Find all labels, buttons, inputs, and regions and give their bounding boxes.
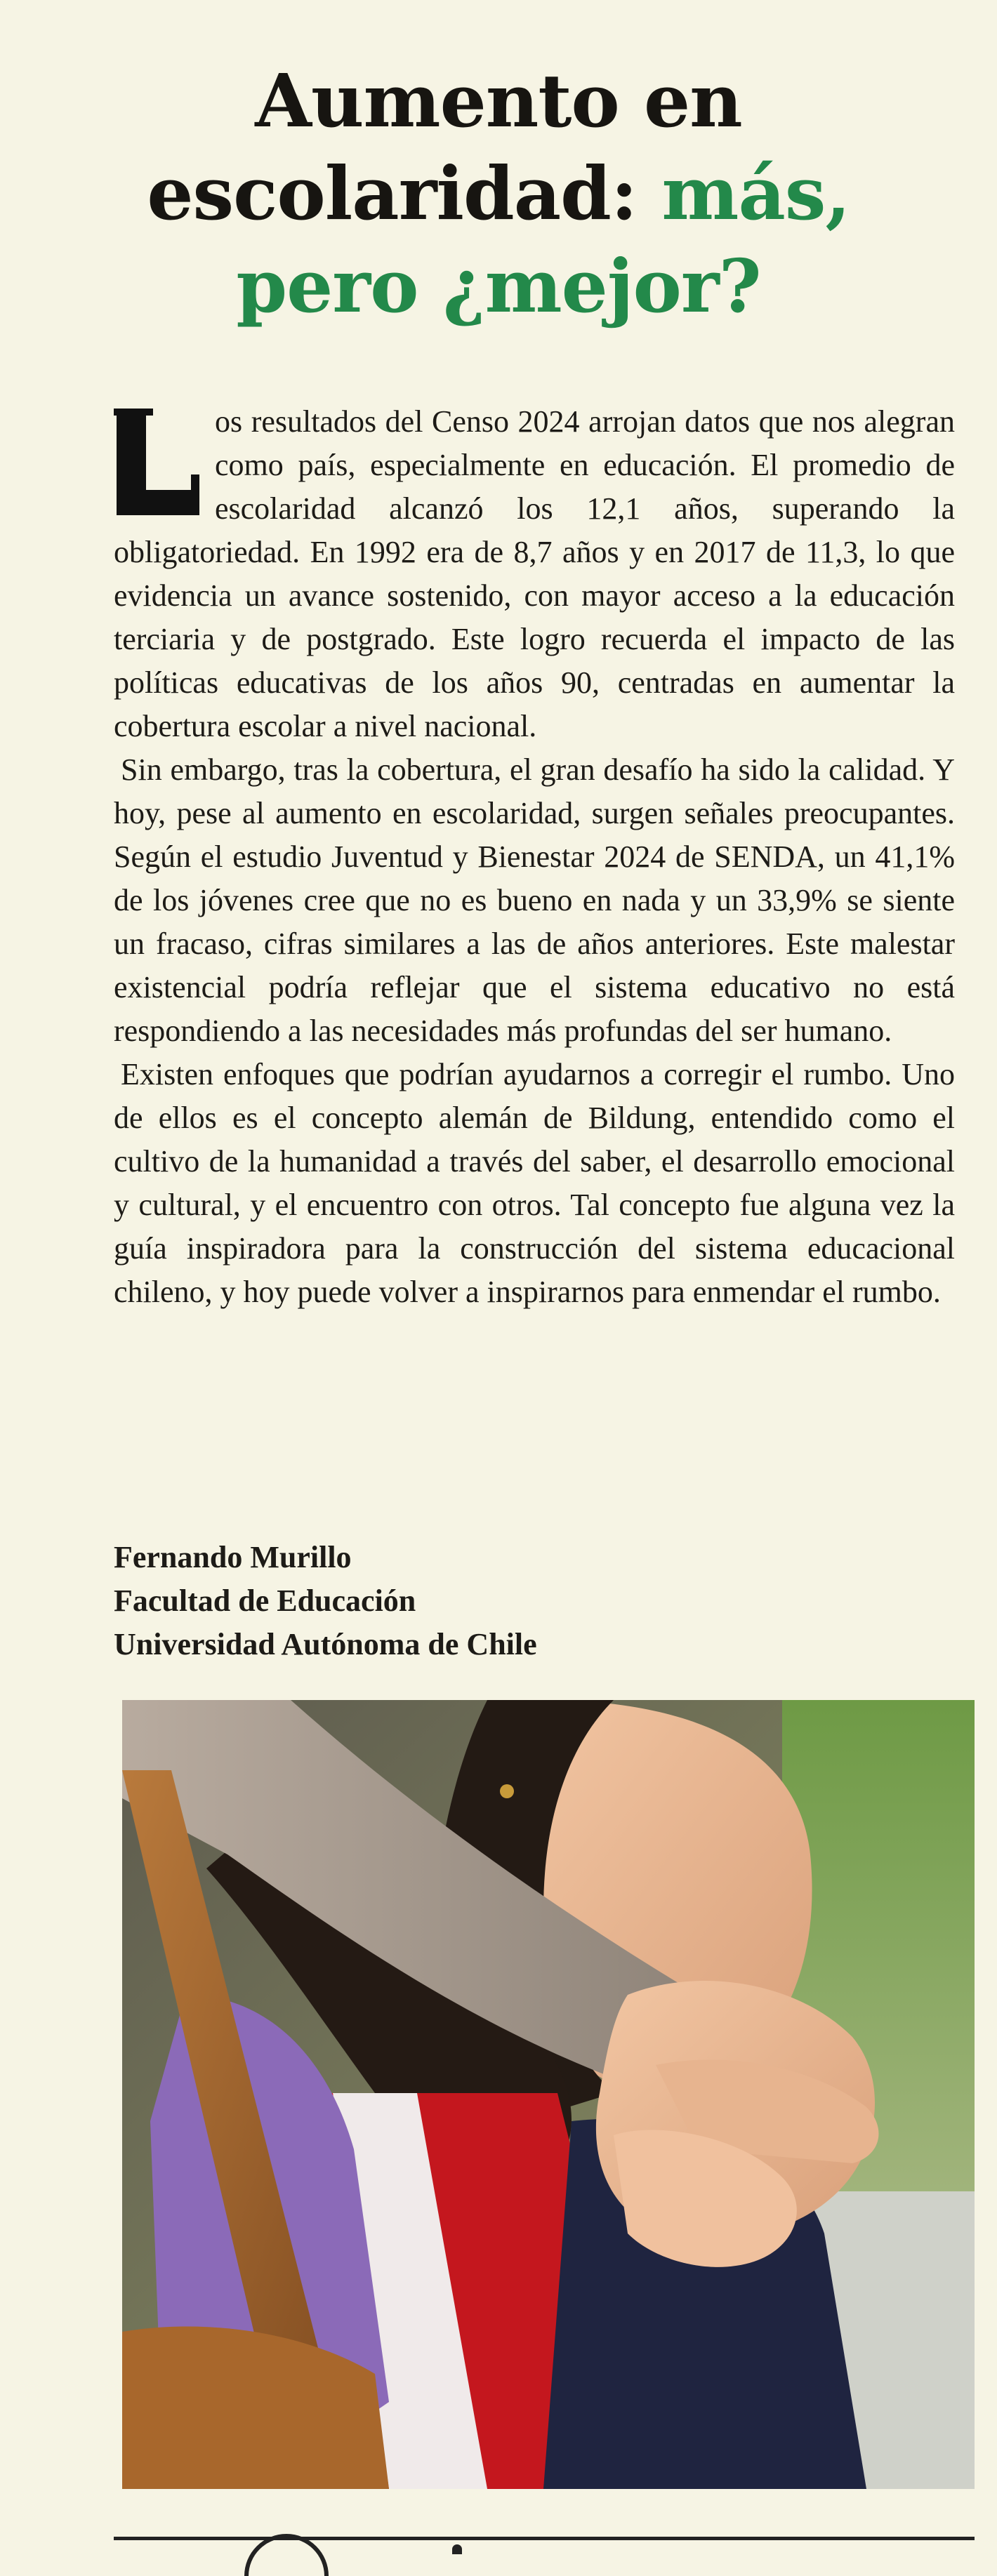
paragraph-3: Existen enfoques que podrían ayudarnos a corregir el rumbo. Uno de ellos es el concepto alemán de Bildung, entendido como el cultivo de la humanidad a través del saber, el desarrollo emocional y cultural, y el encuentro con otros. Tal concepto fue alguna vez la guía inspiradora para la construcción del sistema educacional chileno, y hoy puede volver a inspirarnos para enmendar el rumbo. — [114, 1057, 955, 1309]
article-headline — [42, 55, 955, 333]
footer-mark-icon — [452, 2544, 462, 2554]
author-faculty: Facultad de Educación — [114, 1584, 416, 1618]
author-signature — [114, 1536, 537, 1666]
drop-cap-icon — [114, 409, 206, 515]
author-name: Fernando Murillo — [114, 1540, 352, 1574]
footer-logo-icon — [244, 2534, 329, 2576]
author-university: Universidad Autónoma de Chile — [114, 1627, 537, 1661]
paragraph-2: Sin embargo, tras la cobertura, el gran desafío ha sido la calidad. Y hoy, pese al aumento en escolaridad, surgen señales preocupantes. Según el estudio Juventud y Bienestar 2024 de SENDA, un 41,1% de los jóvenes cree que no es bueno en nada y un 33,9% se siente un fracaso, cifras similares a las de años anteriores. Este malestar existencial podría reflejar que el sistema educativo no está respondiendo a las necesidades más profundas del ser humano. — [114, 752, 955, 1048]
paragraph-1: os resultados del Censo 2024 arrojan datos que nos alegran como país, especialmente en educación. El promedio de escolaridad alcanzó los 12,1 años, superando la obligatoriedad. En 1992 era de 8,7 años y en 2017 de 11,3, lo que evidencia un avance sostenido, con mayor acceso a la educación terciaria y de postgrado. Este logro recuerda el impacto de las políticas educativas de los años 90, centradas en aumentar la cobertura escolar a nivel nacional. — [114, 404, 955, 743]
footer-rule — [114, 2537, 975, 2540]
headline-line-1: Aumento en — [255, 58, 742, 144]
headline-line-3: pero ¿mejor? — [236, 243, 761, 329]
child-holding-hand-photo — [122, 1700, 975, 2489]
headline-line-2-black: escolaridad: — [147, 150, 662, 237]
article-body — [114, 400, 955, 1314]
headline-line-2-green: más, — [661, 150, 850, 237]
